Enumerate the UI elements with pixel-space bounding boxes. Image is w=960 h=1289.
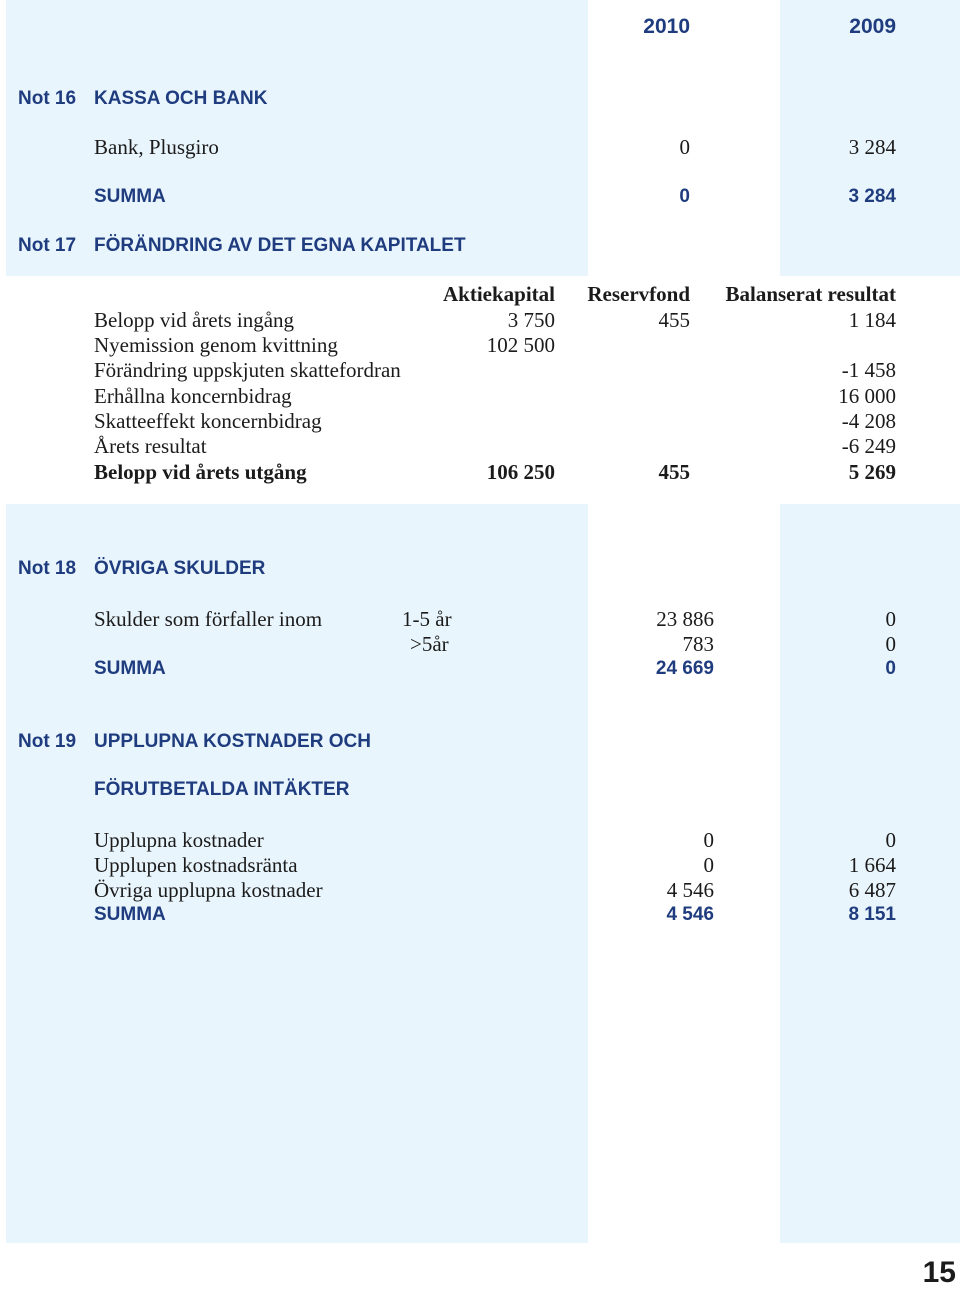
sum-2010: 4 546 bbox=[666, 904, 714, 925]
value-2010: 23 886 bbox=[656, 607, 714, 631]
value-2010: 0 bbox=[703, 828, 714, 852]
value-2010: 0 bbox=[703, 853, 714, 877]
note-title: KASSA OCH BANK bbox=[94, 88, 268, 109]
value-2009: 6 487 bbox=[848, 878, 896, 902]
value-2009: 0 bbox=[885, 632, 896, 656]
note-title-line2: FÖRUTBETALDA INTÄKTER bbox=[94, 779, 350, 800]
note-number: Not 19 bbox=[18, 731, 77, 752]
sum-2009: 8 151 bbox=[848, 904, 896, 925]
value-2010: 4 546 bbox=[666, 878, 714, 902]
sum-label: SUMMA bbox=[94, 904, 166, 925]
aktiekapital-total: 106 250 bbox=[486, 460, 555, 484]
note-title: ÖVRIGA SKULDER bbox=[94, 558, 266, 579]
row-label: Skulder som förfaller inom bbox=[94, 607, 323, 631]
row-label: Nyemission genom kvittning bbox=[94, 333, 338, 357]
row-label: Skatteeffekt koncernbidrag bbox=[94, 409, 322, 433]
sum-label: SUMMA bbox=[94, 186, 166, 207]
column-header-reservfond: Reservfond bbox=[587, 282, 690, 306]
row-label: Upplupna kostnader bbox=[94, 828, 264, 852]
row-label: Övriga upplupna kostnader bbox=[94, 878, 323, 902]
value-2009: 1 664 bbox=[848, 853, 896, 877]
value-2009: 0 bbox=[885, 828, 896, 852]
row-label: Upplupen kostnadsränta bbox=[94, 853, 298, 877]
page-number: 15 bbox=[922, 1256, 956, 1289]
year-2009-header: 2009 bbox=[849, 15, 896, 38]
sum-2010: 0 bbox=[679, 186, 690, 207]
sum-2010: 24 669 bbox=[655, 658, 714, 679]
balanserat-value: 16 000 bbox=[838, 384, 896, 408]
reservfond-total: 455 bbox=[658, 460, 690, 484]
aktiekapital-value: 102 500 bbox=[486, 333, 555, 357]
row-label: Erhållna koncernbidrag bbox=[94, 384, 292, 408]
row-label: Belopp vid årets ingång bbox=[94, 308, 295, 332]
value-2009: 3 284 bbox=[848, 135, 896, 159]
year-2010-header: 2010 bbox=[643, 15, 690, 38]
row-label: Förändring uppskjuten skattefordran bbox=[94, 358, 401, 382]
total-row-label: Belopp vid årets utgång bbox=[94, 460, 307, 484]
balanserat-value: 1 184 bbox=[848, 308, 896, 332]
column-header-aktiekapital: Aktiekapital bbox=[442, 282, 555, 306]
balanserat-total: 5 269 bbox=[848, 460, 896, 484]
note-number: Not 18 bbox=[18, 558, 77, 579]
note-number: Not 16 bbox=[18, 88, 77, 109]
row-label: Bank, Plusgiro bbox=[94, 135, 219, 159]
row-label: Årets resultat bbox=[94, 434, 207, 458]
note-title-line1: UPPLUPNA KOSTNADER OCH bbox=[94, 731, 371, 752]
period-label: 1-5 år bbox=[402, 607, 452, 631]
sum-2009: 0 bbox=[885, 658, 896, 679]
period-label: >5år bbox=[410, 632, 449, 656]
reservfond-value: 455 bbox=[658, 308, 690, 332]
value-2010: 0 bbox=[679, 135, 690, 159]
note-number: Not 17 bbox=[18, 235, 77, 256]
value-2010: 783 bbox=[682, 632, 714, 656]
sum-label: SUMMA bbox=[94, 658, 166, 679]
sum-2009: 3 284 bbox=[848, 186, 896, 207]
column-header-balanserat-resultat: Balanserat resultat bbox=[725, 282, 896, 306]
balanserat-value: -4 208 bbox=[841, 409, 896, 433]
aktiekapital-value: 3 750 bbox=[507, 308, 555, 332]
balanserat-value: -1 458 bbox=[841, 358, 896, 382]
balanserat-value: -6 249 bbox=[841, 434, 896, 458]
note-title: FÖRÄNDRING AV DET EGNA KAPITALET bbox=[94, 235, 466, 256]
value-2009: 0 bbox=[885, 607, 896, 631]
